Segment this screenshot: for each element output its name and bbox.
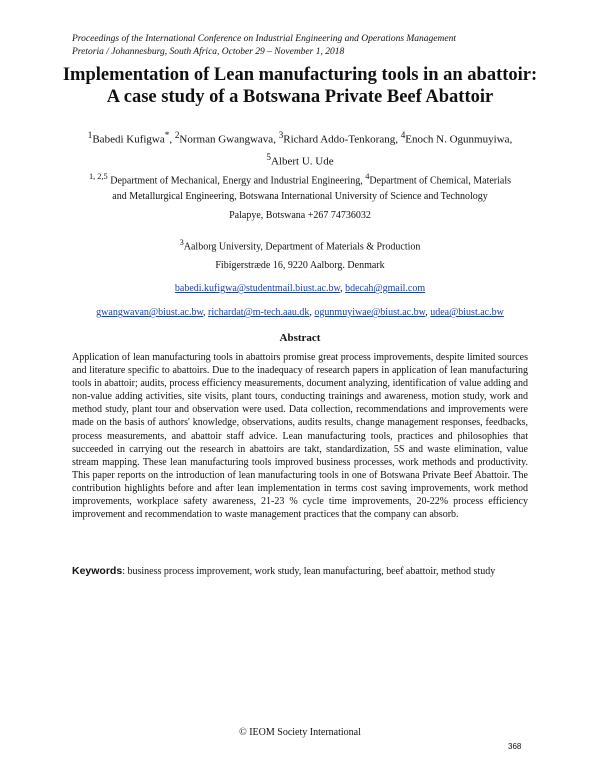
email-line-1: babedi.kufigwa@studentmail.biust.ac.bw, bdecah@gmail.com (174, 283, 426, 294)
author-1-sup: 1 (87, 130, 93, 140)
copyright-footer: © IEOM Society International (239, 727, 361, 738)
keywords-text: : business process improvement, work study, lean manufacturing, beef abattoir, method study (122, 566, 496, 577)
address-palapye: Palapye, Botswana +267 74736032 (229, 210, 371, 221)
dept-aalborg: Aalborg University, Department of Materials & Production (183, 241, 421, 253)
email-link-ogunmuyiwa[interactable]: ogunmuyiwae@biust.ac.bw (314, 307, 426, 318)
email-link-gwangwava[interactable]: gwangwavan@biust.ac.bw (96, 307, 204, 318)
email-link-ude[interactable]: udea@biust.ac.bw (430, 307, 504, 318)
affiliation-sup-3: 3 (179, 238, 184, 247)
affiliation-block (40, 169, 560, 205)
author-4-sup: 4 (400, 130, 406, 140)
keywords-label: Keywords (72, 565, 123, 577)
dept-chemical: Department of Chemical, Materials (369, 175, 512, 187)
author-line-1: $^1$Babedi Kufigwa*, $^2$Norman Gwangwava, $^3$Richard Addo-Tenkorang, $^4$Enoch N. Ogunmuyiwa, (87, 130, 513, 146)
title-line-2: A case study of a Botswana Private Beef Abattoir (106, 87, 494, 107)
corresponding-mark: * (164, 130, 170, 140)
author-3-sup: 3 (278, 130, 284, 140)
dept-mechanical: Department of Mechanical, Energy and Industrial Engineering, (110, 175, 363, 187)
page-number: 368 (508, 742, 522, 751)
header-line-1: Proceedings of the International Conference on Industrial Engineering and Operations Management (72, 34, 456, 44)
author-line-2 (40, 149, 560, 171)
author-3: Richard Addo-Tenkorang (283, 133, 396, 146)
author-2-sup: 2 (174, 130, 180, 140)
email-link-kufigwa[interactable]: babedi.kufigwa@studentmail.biust.ac.bw (174, 283, 341, 294)
header-line-2: Pretoria / Johannesburg, South Africa, October 29 – November 1, 2018 (72, 47, 345, 57)
proceedings-header (72, 33, 542, 59)
email-link-bdecah[interactable]: bdecah@gmail.com (345, 283, 426, 294)
author-1: Babedi Kufigwa (92, 133, 165, 146)
affiliation-line-2: and Metallurgical Engineering, Botswana International University of Science and Technology (112, 191, 488, 203)
author-5: Albert U. Ude (270, 155, 334, 168)
keywords-line (72, 565, 542, 577)
affiliation-line-1 (40, 169, 560, 189)
author-5-sup: 5 (266, 151, 271, 162)
affiliation-sup-2: 4 (365, 172, 370, 181)
affiliation-sup-1: 1, 2,5 (88, 172, 108, 181)
author-4: Enoch N. Ogunmuyiwa (405, 133, 510, 146)
affiliation-aalborg (40, 236, 560, 254)
abstract-body: Application of lean manufacturing tools in abattoirs promise great process improvements, despite limited sources and literature specific to abattoirs. Due to the inadequacy of research papers in application of lean manufacturing tools in abattoir; audits, process efficiency measurements, document analyzing, identification of value adding and non-value adding activities, site visits, plant tours, conducting trainings and awareness, motion study, work and method study, plant tour and observation were used. Data collection, recommendations and improvements were made on the basis of authors' knowledge, observations, audits results, change management responses, feedbacks, process measurements, and abattoir staff advice. Lean manufacturing tools, practices and philosophies that succeeded in carrying out the research in abattoirs are takt, standardization, 5S and waste elimination, value stream mapping. These lean manufacturing tools improved business processes, work methods and productivity. This paper reports on the introduction of lean manufacturing tools in one of Botswana Private Beef Abattoir. The contribution highlights before and after lean implementation in terms cost saving improvements, work method improvements, workplace safety awareness, 21-23 % cycle time improvements, 20-22% process efficiency improvement and recommendation to waste management practices that the company can absorb. (72, 352, 528, 521)
author-2: Norman Gwangwava (179, 133, 274, 146)
email-link-richardat[interactable]: richardat@m-tech.aau.dk (208, 307, 310, 318)
paper-title (40, 64, 560, 108)
title-line-1: Implementation of Lean manufacturing tools in an abattoir: (62, 65, 538, 85)
email-line-2: gwangwavan@biust.ac.bw, richardat@m-tech.aau.dk, ogunmuyiwae@biust.ac.bw, udea@biust.ac.bw (96, 307, 504, 318)
address-aalborg: Fibigerstræde 16, 9220 Aalborg. Denmark (215, 260, 385, 271)
abstract-heading: Abstract (279, 332, 321, 344)
author-list (40, 127, 560, 170)
